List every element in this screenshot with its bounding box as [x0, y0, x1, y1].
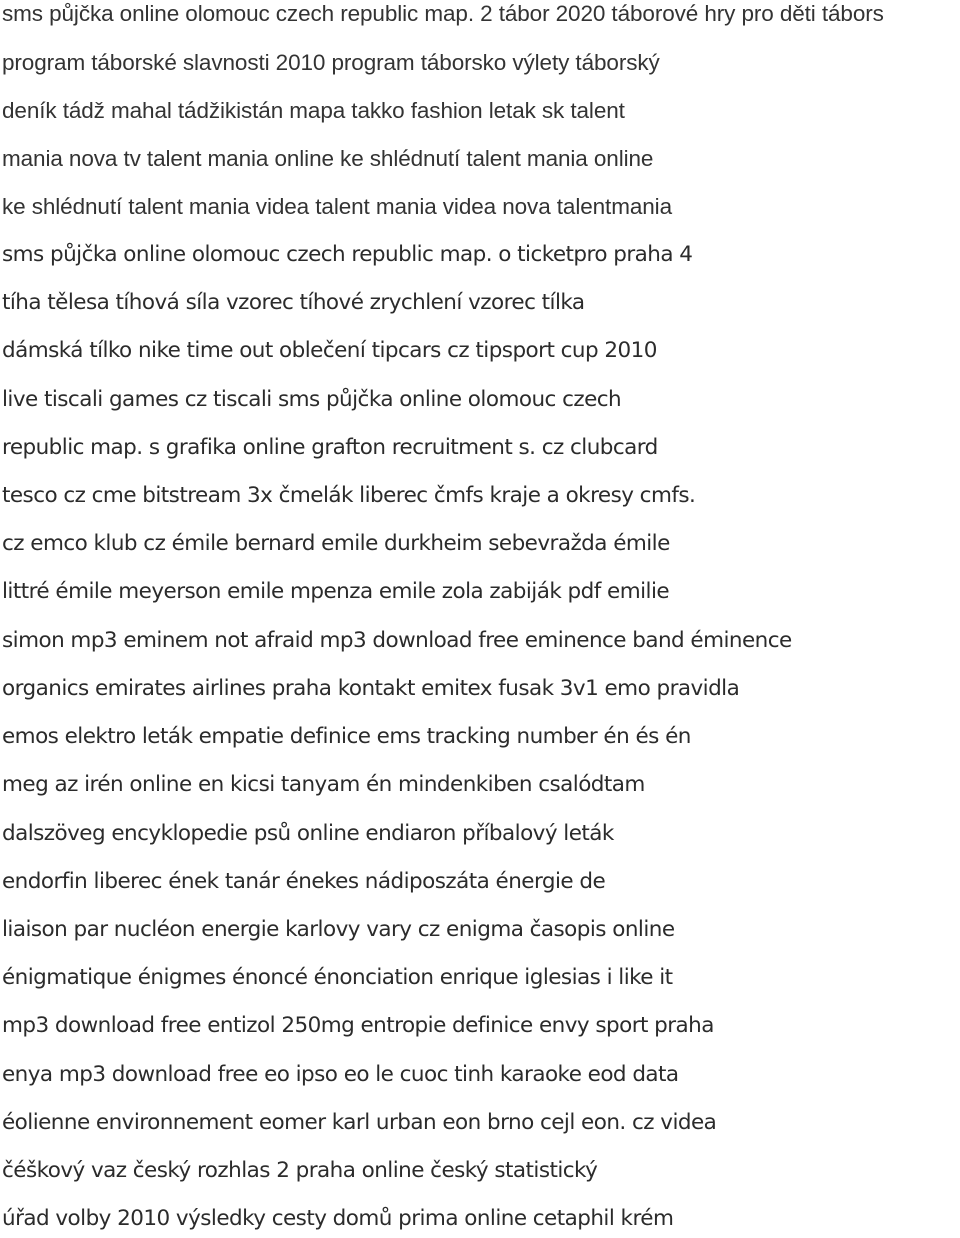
text-line: úřad volby 2010 výsledky cesty domů prima online cetaphil krém: [2, 1206, 674, 1231]
text-line: enya mp3 download free eo ipso eo le cuoc tinh karaoke eod data: [2, 1062, 679, 1087]
text-line: meg az irén online en kicsi tanyam én mindenkiben csalódtam: [2, 772, 645, 797]
text-line: liaison par nucléon energie karlovy vary cz enigma časopis online: [2, 917, 675, 942]
text-line: mp3 download free entizol 250mg entropie definice envy sport praha: [2, 1013, 714, 1038]
text-line: mania nova tv talent mania online ke shlédnutí talent mania online: [2, 146, 654, 171]
text-line: endorfin liberec ének tanár énekes nádiposzáta énergie de: [2, 869, 606, 894]
text-line: ke shlédnutí talent mania videa talent mania videa nova talentmania: [2, 194, 672, 219]
text-line: énigmatique énigmes énoncé énonciation enrique iglesias i like it: [2, 965, 673, 990]
text-line: republic map. s grafika online grafton recruitment s. cz clubcard: [2, 435, 658, 460]
text-line: cz emco klub cz émile bernard emile durkheim sebevražda émile: [2, 531, 670, 556]
text-line: littré émile meyerson emile mpenza emile zola zabiják pdf emilie: [2, 579, 670, 604]
text-line: tesco cz cme bitstream 3x čmelák liberec čmfs kraje a okresy cmfs.: [2, 483, 696, 508]
text-line: organics emirates airlines praha kontakt emitex fusak 3v1 emo pravidla: [2, 676, 740, 701]
text-line: dalszöveg encyklopedie psů online endiaron příbalový leták: [2, 821, 614, 846]
text-line: tíha tělesa tíhová síla vzorec tíhové zrychlení vzorec tílka: [2, 290, 585, 315]
text-line: éolienne environnement eomer karl urban eon brno cejl eon. cz videa: [2, 1110, 717, 1135]
text-line: dámská tílko nike time out oblečení tipcars cz tipsport cup 2010: [2, 338, 657, 363]
text-line: sms půjčka online olomouc czech republic map. 2 tábor 2020 táborové hry pro děti tábors: [2, 1, 884, 26]
text-line: emos elektro leták empatie definice ems tracking number én és én: [2, 724, 691, 749]
text-line: čéškový vaz český rozhlas 2 praha online český statistický: [2, 1158, 598, 1183]
text-line: deník tádž mahal tádžikistán mapa takko fashion letak sk talent: [2, 98, 625, 123]
text-line: sms půjčka online olomouc czech republic map. o ticketpro praha 4: [2, 242, 693, 267]
text-line: simon mp3 eminem not afraid mp3 download free eminence band éminence: [2, 628, 792, 653]
text-line: live tiscali games cz tiscali sms půjčka online olomouc czech: [2, 387, 622, 412]
text-line: program táborské slavnosti 2010 program táborsko výlety táborský: [2, 50, 660, 75]
